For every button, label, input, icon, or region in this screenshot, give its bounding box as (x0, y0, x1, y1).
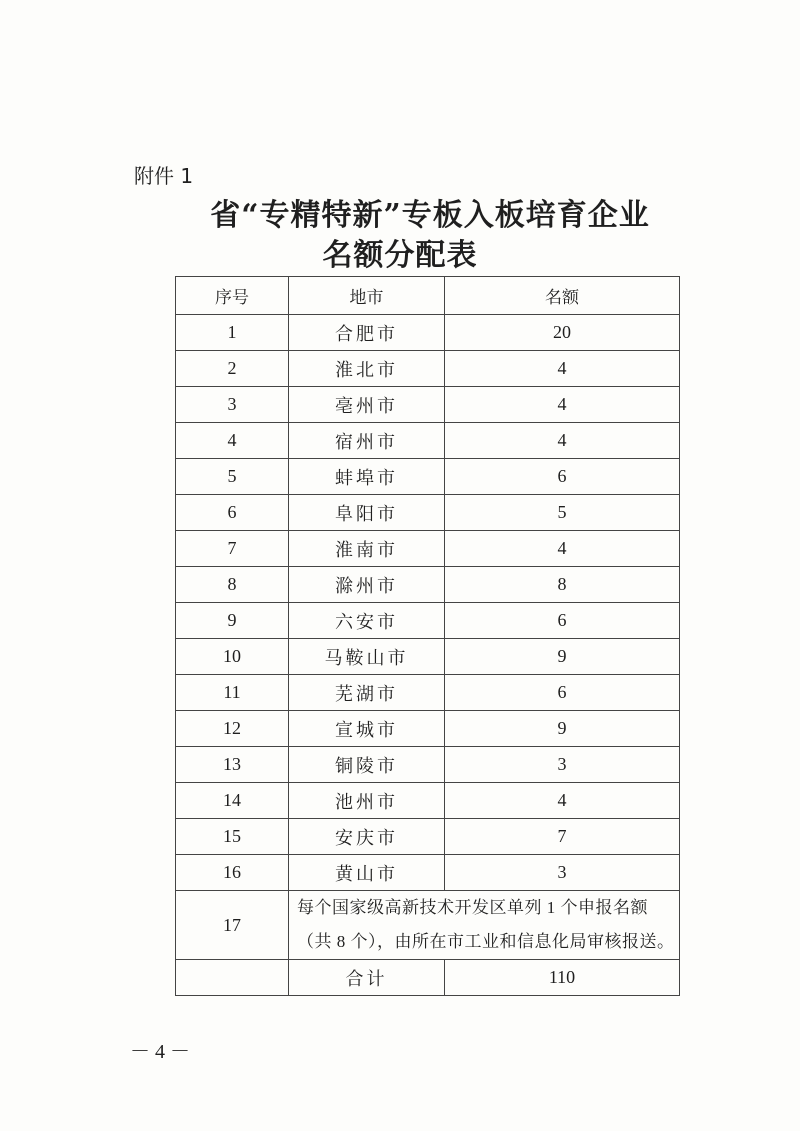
cell-city: 蚌埠市 (289, 459, 445, 495)
table-row (176, 531, 680, 567)
cell-quota: 4 (445, 387, 680, 423)
cell-city: 宣城市 (289, 711, 445, 747)
cell-no: 4 (176, 423, 289, 459)
cell-city: 芜湖市 (289, 675, 445, 711)
cell-no: 17 (176, 891, 289, 960)
page-number: － 4 － (130, 1041, 190, 1063)
cell-city: 安庆市 (289, 819, 445, 855)
table-row (176, 603, 680, 639)
cell-quota: 6 (445, 603, 680, 639)
cell-quota: 6 (445, 675, 680, 711)
cell-no: 13 (176, 747, 289, 783)
cell-quota: 20 (445, 315, 680, 351)
table-row (176, 639, 680, 675)
cell-city: 宿州市 (289, 423, 445, 459)
cell-empty (176, 960, 289, 996)
table-row (176, 423, 680, 459)
total-label: 合计 (289, 960, 445, 996)
cell-quota: 3 (445, 855, 680, 891)
cell-city: 铜陵市 (289, 747, 445, 783)
document-subtitle: 名额分配表 (322, 238, 478, 273)
table-row (176, 495, 680, 531)
header-quota: 名额 (445, 277, 680, 315)
cell-quota: 5 (445, 495, 680, 531)
cell-no: 5 (176, 459, 289, 495)
cell-city: 黄山市 (289, 855, 445, 891)
header-no: 序号 (176, 277, 289, 315)
cell-no: 6 (176, 495, 289, 531)
document-title: 省“专精特新”专板入板培育企业 (210, 198, 650, 233)
table-row (176, 747, 680, 783)
cell-no: 8 (176, 567, 289, 603)
total-value: 110 (445, 960, 680, 996)
cell-city: 淮南市 (289, 531, 445, 567)
cell-note: 每个国家级高新技术开发区单列 1 个申报名额（共 8 个），由所在市工业和信息化局审核报送。 (289, 891, 680, 960)
cell-city: 合肥市 (289, 315, 445, 351)
cell-quota: 4 (445, 531, 680, 567)
total-row (176, 960, 680, 996)
attachment-label: 附件 1 (134, 164, 194, 188)
table-row (176, 855, 680, 891)
cell-quota: 7 (445, 819, 680, 855)
cell-city: 阜阳市 (289, 495, 445, 531)
cell-no: 2 (176, 351, 289, 387)
table-row (176, 819, 680, 855)
cell-no: 3 (176, 387, 289, 423)
cell-quota: 6 (445, 459, 680, 495)
cell-no: 12 (176, 711, 289, 747)
cell-quota: 9 (445, 711, 680, 747)
table-row (176, 675, 680, 711)
table-row (176, 567, 680, 603)
cell-no: 9 (176, 603, 289, 639)
cell-no: 16 (176, 855, 289, 891)
cell-city: 池州市 (289, 783, 445, 819)
cell-city: 六安市 (289, 603, 445, 639)
table-row (176, 783, 680, 819)
cell-no: 14 (176, 783, 289, 819)
cell-no: 11 (176, 675, 289, 711)
cell-quota: 8 (445, 567, 680, 603)
cell-no: 7 (176, 531, 289, 567)
cell-no: 15 (176, 819, 289, 855)
cell-quota: 4 (445, 423, 680, 459)
table-row (176, 351, 680, 387)
cell-city: 淮北市 (289, 351, 445, 387)
cell-no: 10 (176, 639, 289, 675)
cell-quota: 3 (445, 747, 680, 783)
table-row (176, 711, 680, 747)
cell-city: 亳州市 (289, 387, 445, 423)
cell-quota: 4 (445, 351, 680, 387)
table-row (176, 315, 680, 351)
header-city: 地市 (289, 277, 445, 315)
cell-quota: 9 (445, 639, 680, 675)
cell-no: 1 (176, 315, 289, 351)
table-header-row (176, 277, 680, 315)
cell-quota: 4 (445, 783, 680, 819)
quota-table (175, 276, 680, 996)
cell-city: 马鞍山市 (289, 639, 445, 675)
cell-city: 滁州市 (289, 567, 445, 603)
table-row (176, 459, 680, 495)
table-row (176, 387, 680, 423)
table-row-17 (176, 891, 680, 960)
